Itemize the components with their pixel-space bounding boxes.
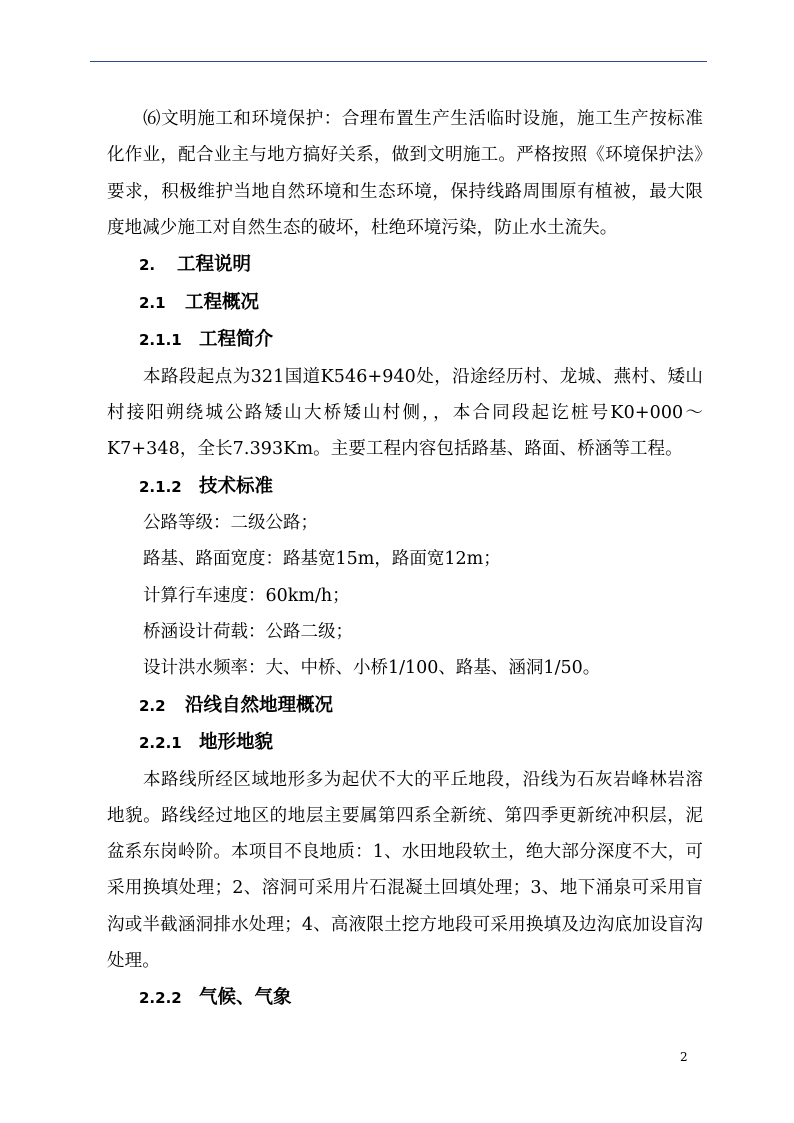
terrain-paragraph: 本路线所经区域地形多为起伏不大的平丘地段，沿线为石灰岩峰林岩溶地貌。路线经过地区的地层主要属第四系全新统、第四季更新统冲积层，泥盆系东岗岭阶。本项目不良地质：1、水田地段软土，绝大部分深度不大，可采用换填处理；2、溶洞可采用片石混凝土回填处理；3、地下涌泉可采用盲沟或半截涵洞排水处理；4、高液限土挖方地段可采用换填及边沟底加设盲沟处理。 [107, 769, 703, 972]
section-heading-2-2-1 [107, 724, 703, 762]
section-heading-2 [107, 246, 703, 284]
section-number: 2.2.2 [139, 989, 182, 1008]
page-number: 2 [680, 1050, 688, 1064]
section-heading-2-2 [107, 687, 703, 725]
environment-paragraph: ⑹文明施工和环境保护：合理布置生产生活临时设施，施工生产按标准化作业，配合业主与地方搞好关系，做到文明施工。严格按照《环境保护法》要求，积极维护当地自然环境和生态环境，保持线路周围原有植被，最大限度地减少施工对自然生态的破坏，杜绝环境污染，防止水土流失。 [107, 109, 703, 238]
list-item: 桥涵设计荷载：公路二级； [143, 621, 353, 642]
document-body [107, 101, 703, 1017]
list-item: 公路等级：二级公路； [143, 513, 318, 534]
header-rule [90, 61, 707, 62]
section-title: 沿线自然地理概况 [185, 694, 334, 716]
section-title: 工程概况 [185, 291, 260, 313]
section-title: 技术标准 [199, 475, 274, 497]
section-number: 2. [139, 256, 156, 275]
section-number: 2.1.2 [139, 477, 182, 496]
section-title: 工程简介 [199, 329, 274, 351]
section-title: 工程说明 [177, 254, 252, 276]
section-number: 2.2.1 [139, 734, 182, 753]
section-heading-2-1-2 [107, 468, 703, 506]
section-number: 2.1.1 [139, 331, 182, 350]
technical-standards-list [107, 505, 703, 686]
section-heading-2-1-1 [107, 321, 703, 359]
section-heading-2-1 [107, 284, 703, 322]
project-intro-paragraph: 本路段起点为321国道K546+940处，沿途经历村、龙城、燕村、矮山村接阳朔绕城公路矮山大桥矮山村侧，，本合同段起讫桩号K0+000～K7+348，全长7.393Km。主要工程内容包括路基、路面、桥涵等工程。 [107, 366, 703, 460]
list-item: 计算行车速度：60km/h； [143, 585, 350, 606]
section-title: 地形地貌 [199, 732, 274, 754]
section-number: 2.1 [139, 293, 166, 312]
section-title: 气候、气象 [199, 987, 292, 1009]
section-heading-2-2-2 [107, 979, 703, 1017]
list-item: 路基、路面宽度：路基宽15m，路面宽12m； [143, 549, 501, 570]
list-item: 设计洪水频率：大、中桥、小桥1/100、路基、涵洞1/50。 [143, 658, 601, 679]
section-number: 2.2 [139, 696, 166, 715]
